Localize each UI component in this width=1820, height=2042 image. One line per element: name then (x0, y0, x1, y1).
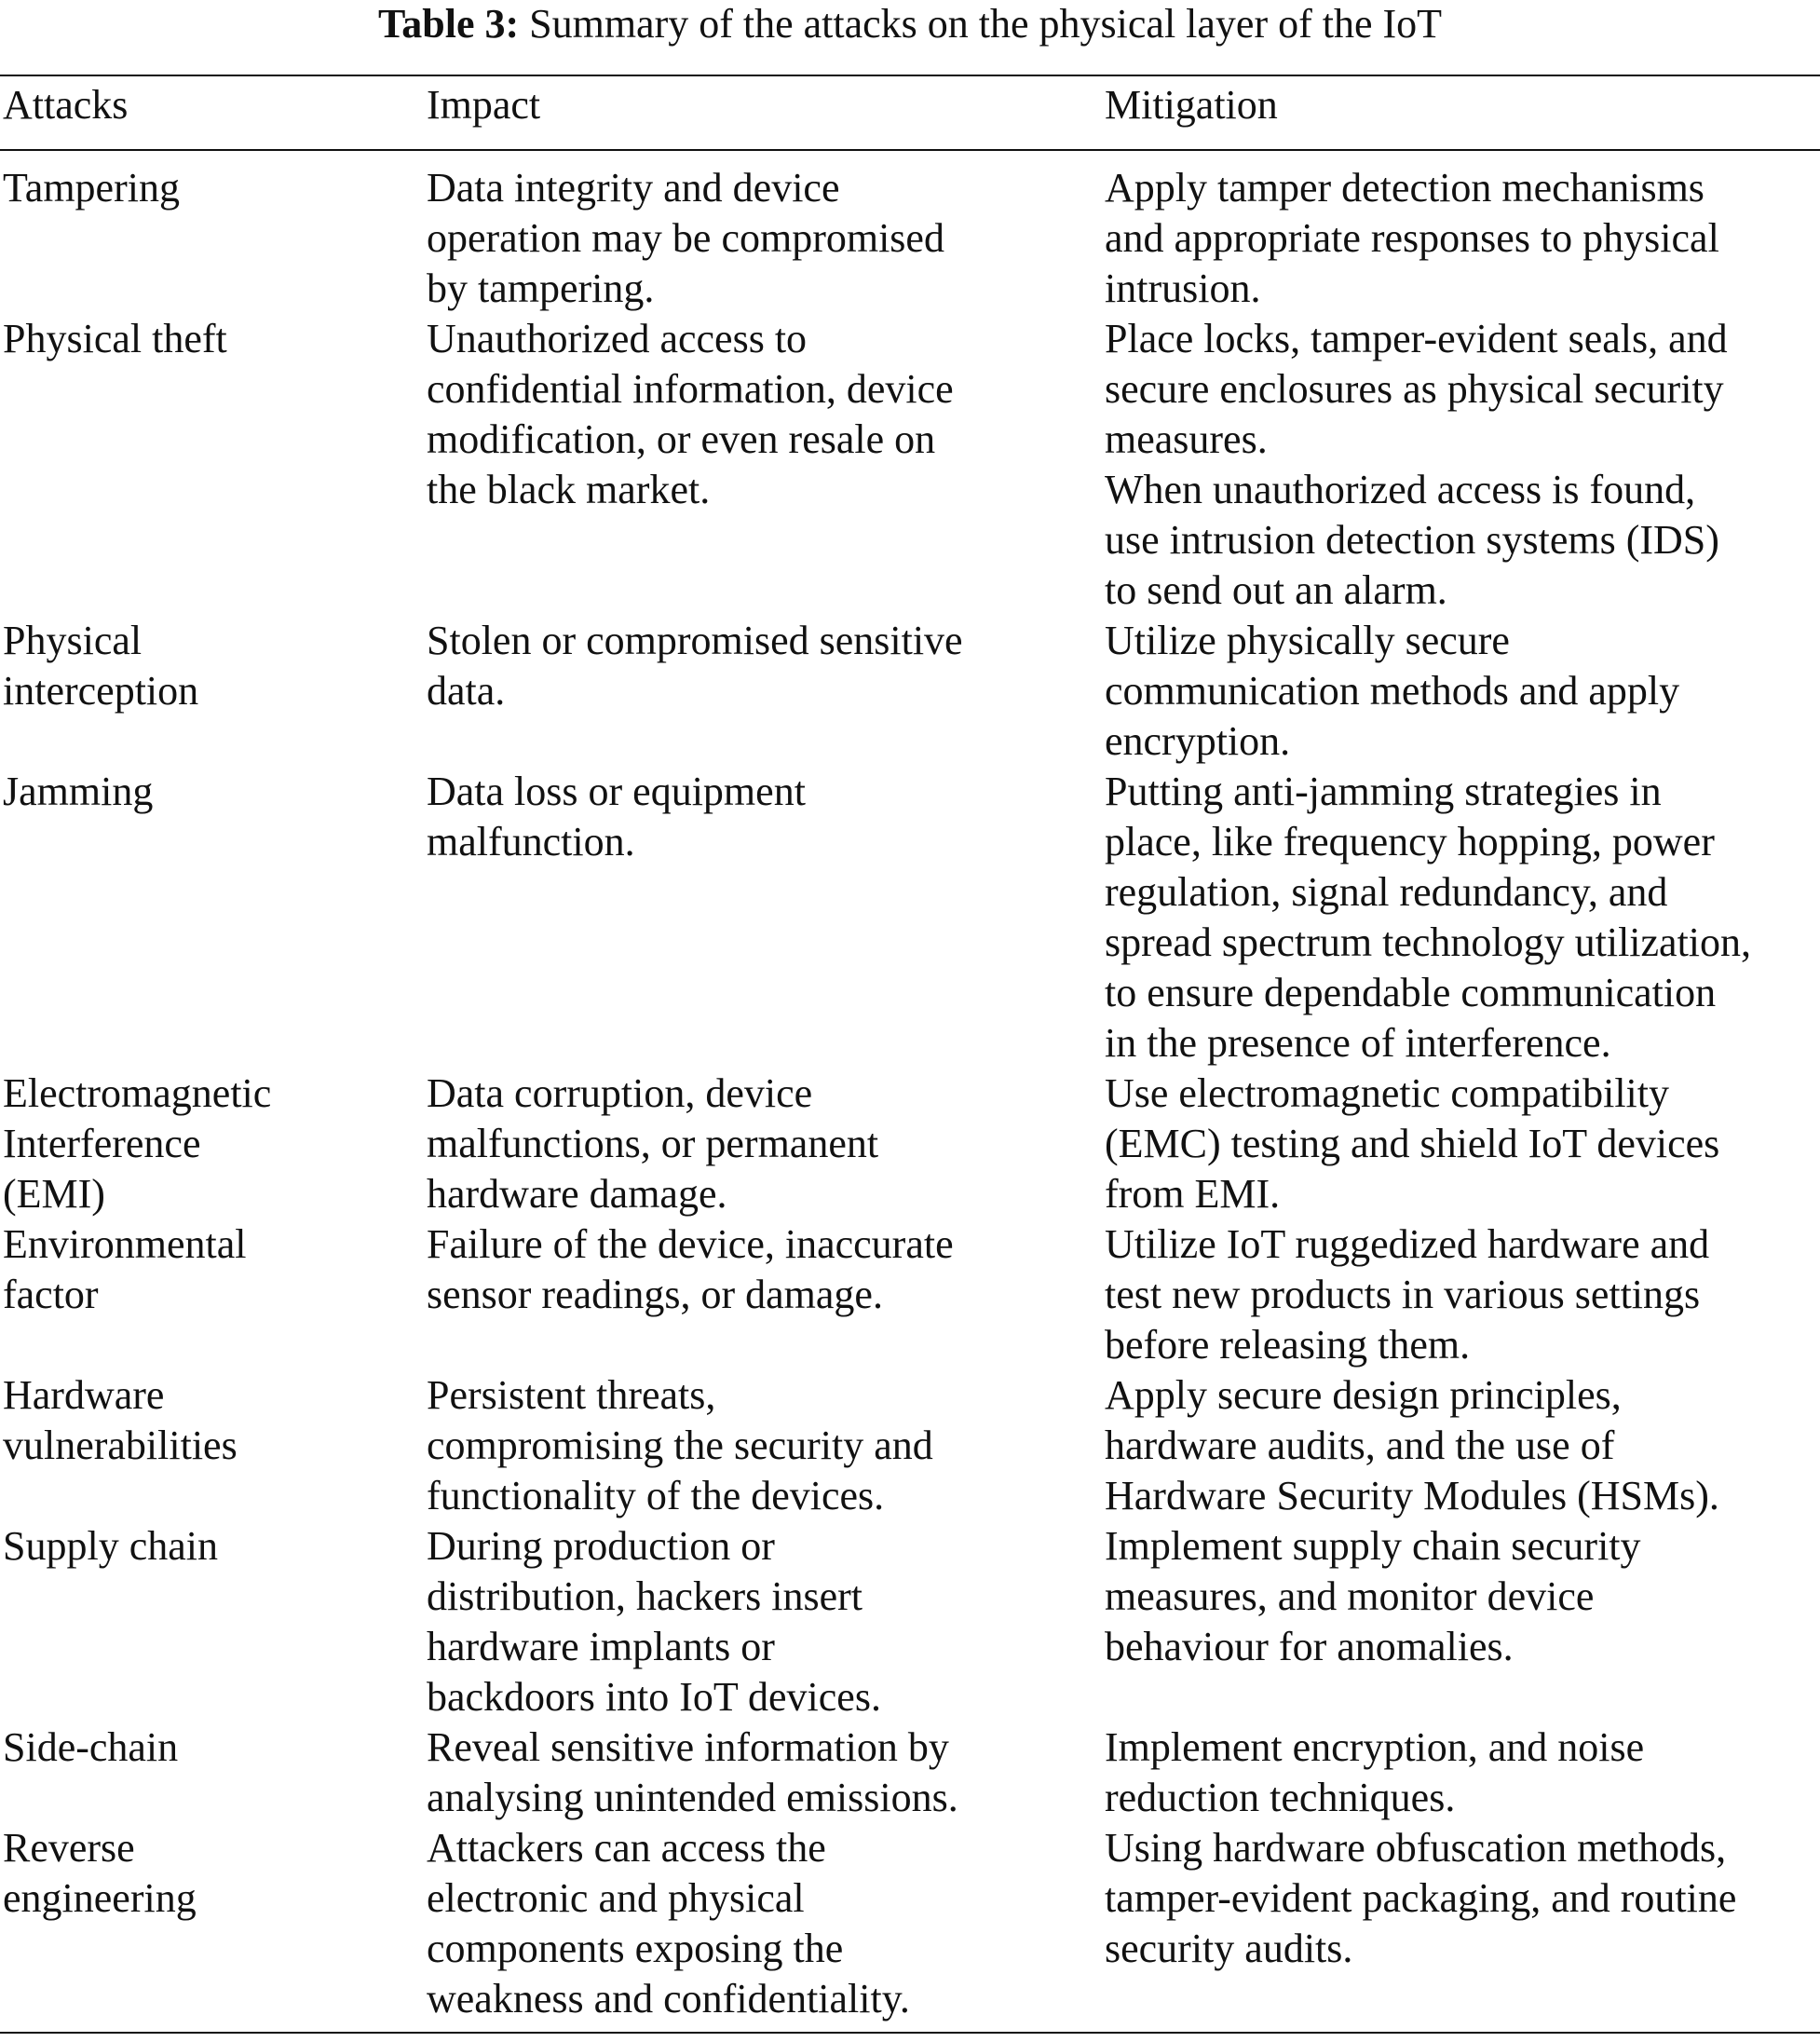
mitigation-cell (1105, 163, 1820, 314)
header-attacks: Attacks (3, 82, 129, 128)
attack-cell-line: Electromagnetic (3, 1070, 272, 1116)
impact-cell-line: hardware implants or (427, 1624, 775, 1669)
mitigation-cell-line: Apply secure design principles, (1105, 1372, 1622, 1418)
attack-cell (3, 1823, 422, 1924)
impact-cell-line: the black market. (427, 467, 711, 512)
table-caption-text: Summary of the attacks on the physical layer of the IoT (529, 1, 1443, 47)
impact-cell-line: distribution, hackers insert (427, 1573, 863, 1619)
header-mitigation: Mitigation (1105, 82, 1278, 128)
impact-cell-line: malfunctions, or permanent (427, 1121, 879, 1166)
attack-cell-line: (EMI) (3, 1171, 105, 1217)
mitigation-cell-line: measures, and monitor device (1105, 1573, 1595, 1619)
attack-cell (3, 1219, 422, 1320)
mitigation-cell-line: from EMI. (1105, 1171, 1281, 1217)
table-row (0, 1823, 1820, 2024)
mitigation-cell-line: to send out an alarm. (1105, 567, 1447, 613)
impact-cell-line: Failure of the device, inaccurate (427, 1221, 954, 1267)
mitigation-cell-line: test new products in various settings (1105, 1272, 1701, 1317)
table-caption (0, 0, 1820, 50)
mitigation-cell-line: in the presence of interference. (1105, 1020, 1611, 1066)
impact-cell-line: Data loss or equipment (427, 769, 806, 814)
impact-cell-line: Persistent threats, (427, 1372, 716, 1418)
mitigation-cell (1105, 1370, 1820, 1521)
attack-cell-line: Hardware (3, 1372, 165, 1418)
table-row (0, 1521, 1820, 1722)
impact-cell-line: data. (427, 668, 506, 714)
mitigation-cell-line: Putting anti-jamming strategies in (1105, 769, 1662, 814)
impact-cell-line: by tampering. (427, 265, 655, 311)
attack-cell-line: factor (3, 1272, 99, 1317)
table-header-rule (0, 149, 1820, 151)
impact-cell-line: During production or (427, 1523, 775, 1569)
attack-cell (3, 1069, 422, 1219)
mitigation-cell-line: Hardware Security Modules (HSMs). (1105, 1473, 1719, 1518)
mitigation-cell-line: (EMC) testing and shield IoT devices (1105, 1121, 1720, 1166)
attack-cell-line: engineering (3, 1875, 197, 1921)
table-header-row (0, 76, 1820, 149)
impact-cell-line: Data corruption, device (427, 1070, 813, 1116)
mitigation-cell-line: Apply tamper detection mechanisms (1105, 165, 1705, 211)
mitigation-cell-line: before releasing them. (1105, 1322, 1471, 1368)
mitigation-cell-line: Utilize IoT ruggedized hardware and (1105, 1221, 1710, 1267)
attack-cell-line: Jamming (3, 769, 154, 814)
impact-cell (427, 767, 1097, 867)
mitigation-cell (1105, 1069, 1820, 1219)
mitigation-cell-line: place, like frequency hopping, power (1105, 819, 1715, 864)
attack-cell (3, 1521, 422, 1572)
attack-cell (3, 314, 422, 364)
mitigation-cell-line: Implement supply chain security (1105, 1523, 1641, 1569)
impact-cell-line: operation may be compromised (427, 215, 944, 261)
table-row (0, 1069, 1820, 1219)
table-row (0, 163, 1820, 314)
impact-cell (427, 1219, 1097, 1320)
mitigation-cell (1105, 314, 1820, 616)
table-row (0, 1722, 1820, 1823)
mitigation-cell (1105, 1521, 1820, 1672)
attack-cell (3, 1722, 422, 1773)
mitigation-cell-line: Implement encryption, and noise (1105, 1724, 1645, 1770)
attack-cell-line: Tampering (3, 165, 180, 211)
impact-cell (427, 1069, 1097, 1219)
attack-cell-line: Interference (3, 1121, 201, 1166)
attack-cell-line: Physical theft (3, 316, 227, 361)
attack-cell-line: Environmental (3, 1221, 247, 1267)
table-row (0, 1219, 1820, 1370)
mitigation-cell (1105, 767, 1820, 1069)
mitigation-cell-line: secure enclosures as physical security (1105, 366, 1724, 412)
impact-cell-line: Stolen or compromised sensitive (427, 618, 963, 663)
impact-cell-line: hardware damage. (427, 1171, 727, 1217)
impact-cell-line: electronic and physical (427, 1875, 805, 1921)
impact-cell-line: compromising the security and (427, 1423, 933, 1468)
mitigation-cell-line: measures. (1105, 416, 1268, 462)
impact-cell (427, 616, 1097, 716)
mitigation-cell-line: Place locks, tamper-evident seals, and (1105, 316, 1728, 361)
impact-cell-line: malfunction. (427, 819, 635, 864)
mitigation-cell-line: Using hardware obfuscation methods, (1105, 1825, 1727, 1871)
impact-cell (427, 1722, 1097, 1823)
impact-cell-line: Attackers can access the (427, 1825, 826, 1871)
mitigation-cell-line: regulation, signal redundancy, and (1105, 869, 1668, 915)
impact-cell-line: weakness and confidentiality. (427, 1976, 910, 2022)
mitigation-cell-line: to ensure dependable communication (1105, 970, 1717, 1015)
impact-cell (427, 314, 1097, 515)
mitigation-cell-line: reduction techniques. (1105, 1775, 1456, 1820)
impact-cell-line: confidential information, device (427, 366, 954, 412)
impact-cell-line: functionality of the devices. (427, 1473, 885, 1518)
attack-cell-line: Supply chain (3, 1523, 218, 1569)
mitigation-cell (1105, 1722, 1820, 1823)
impact-cell-line: Unauthorized access to (427, 316, 808, 361)
header-impact: Impact (427, 82, 541, 128)
impact-cell (427, 1521, 1097, 1722)
mitigation-cell-line: communication methods and apply (1105, 668, 1680, 714)
mitigation-cell (1105, 1823, 1820, 1974)
impact-cell-line: modification, or even resale on (427, 416, 936, 462)
table-caption-label: Table 3: (377, 1, 520, 47)
table-row (0, 616, 1820, 767)
mitigation-cell-line: spread spectrum technology utilization, (1105, 919, 1752, 965)
impact-cell-line: backdoors into IoT devices. (427, 1674, 881, 1720)
impact-cell (427, 1370, 1097, 1521)
mitigation-cell-line: behaviour for anomalies. (1105, 1624, 1514, 1669)
table-row (0, 767, 1820, 1069)
attack-cell-line: Reverse (3, 1825, 135, 1871)
mitigation-cell (1105, 1219, 1820, 1370)
attack-cell-line: Side-chain (3, 1724, 179, 1770)
impact-cell-line: Data integrity and device (427, 165, 840, 211)
attack-cell-line: vulnerabilities (3, 1423, 238, 1468)
mitigation-cell (1105, 616, 1820, 767)
mitigation-cell-line: encryption. (1105, 718, 1291, 764)
table-row (0, 1370, 1820, 1521)
attack-cell (3, 1370, 422, 1471)
mitigation-cell-line: tamper-evident packaging, and routine (1105, 1875, 1737, 1921)
table-bottom-rule (0, 2032, 1820, 2034)
table-body (0, 163, 1820, 2024)
impact-cell-line: components exposing the (427, 1926, 844, 1971)
mitigation-cell-line: use intrusion detection systems (IDS) (1105, 517, 1719, 563)
mitigation-cell-line: and appropriate responses to physical (1105, 215, 1719, 261)
impact-cell-line: analysing unintended emissions. (427, 1775, 958, 1820)
mitigation-cell-line: Use electromagnetic compatibility (1105, 1070, 1670, 1116)
mitigation-cell-line: hardware audits, and the use of (1105, 1423, 1615, 1468)
mitigation-cell-line: Utilize physically secure (1105, 618, 1510, 663)
impact-cell (427, 163, 1097, 314)
attack-cell (3, 767, 422, 817)
impact-cell (427, 1823, 1097, 2024)
attack-cell-line: Physical (3, 618, 143, 663)
mitigation-cell-line: security audits. (1105, 1926, 1353, 1971)
mitigation-cell-line: intrusion. (1105, 265, 1261, 311)
table-row (0, 314, 1820, 616)
mitigation-cell-line: When unauthorized access is found, (1105, 467, 1696, 512)
attack-cell (3, 616, 422, 716)
impact-cell-line: sensor readings, or damage. (427, 1272, 883, 1317)
impact-cell-line: Reveal sensitive information by (427, 1724, 949, 1770)
attack-cell (3, 163, 422, 213)
attack-cell-line: interception (3, 668, 199, 714)
